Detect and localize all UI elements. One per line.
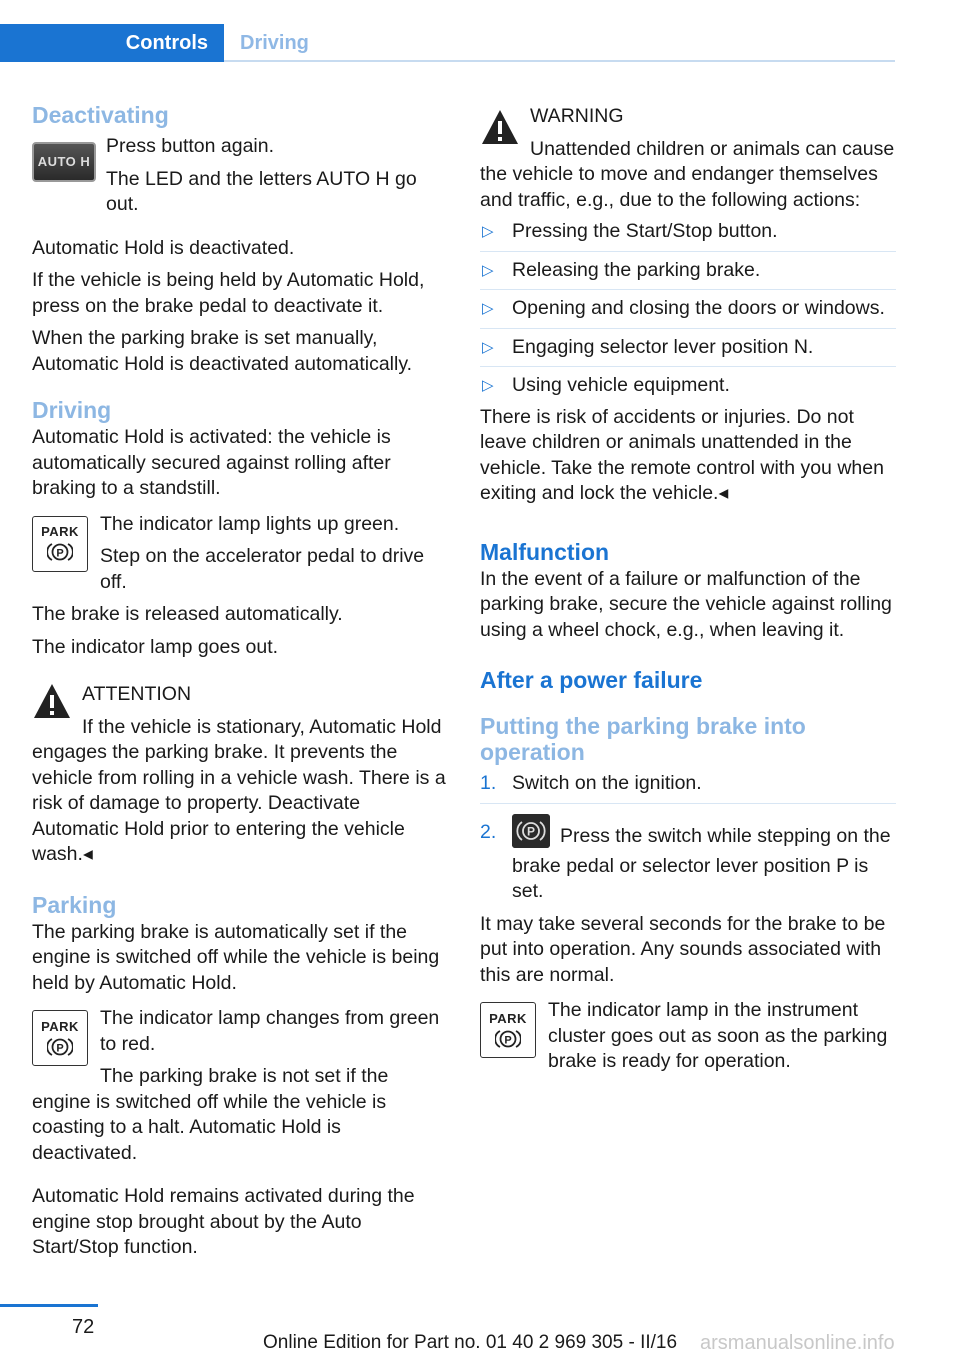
parking-lamp2: The parking brake is not set if the engine is switched off while the vehicle is coasting to a halt. Automatic Hold is deactivated. [32,1065,389,1164]
triangle-bullet-icon: ▷ [482,261,494,279]
autoh-button-icon: AUTO H [32,142,96,182]
parking-lamp1: The indicator lamp changes from green to red. [100,1007,440,1055]
attention-title: ATTENTION [82,683,192,705]
parking-lamp-block [32,1006,448,1166]
tab-driving[interactable]: Driving [240,31,309,54]
footer-rule [0,1304,98,1307]
watermark: arsmanualsonline.info [700,1332,895,1354]
heading-parking: Parking [32,891,117,918]
subheading-parking-brake-operation: Putting the parking brake into operation [480,713,806,765]
parking-brake-switch-icon [512,814,550,848]
tab-controls[interactable]: Controls [0,24,224,62]
warning-after: There is risk of accidents or injuries. Do not leave children or animals unattended in the vehicle. Take the remote control with you when exiting and lock the vehicle.◂ [480,405,884,504]
deactivating-p2: If the vehicle is being held by Automatic Hold, press on the brake pedal to deactivate it. [32,269,425,317]
warning-block [480,104,896,213]
deactivating-p3: When the parking brake is set manually, Automatic Hold is deactivated automatically. [32,327,413,375]
heading-driving: Driving [32,397,112,423]
autoh-block [32,134,448,218]
list-item: ▷ Opening and closing the doors or windows. [480,296,896,329]
deactivating-line2: The LED and the letters AUTO H go out. [106,167,417,215]
heading-power-failure: After a power failure [480,667,703,693]
edition-note: Online Edition for Part no. 01 40 2 969 305 - II/16 [263,1332,678,1353]
triangle-bullet-icon: ▷ [482,377,494,394]
driving-p1: Automatic Hold is activated: the vehicle is automatically secured against rolling after braking to a standstill. [32,426,391,499]
warning-title: WARNING [530,105,624,127]
park-lamp-icon: PARK P [480,1002,536,1058]
power-p1: It may take several seconds for the brake to be put into operation. Any sounds associated with this are normal. [480,912,886,986]
section-tabs [0,24,895,62]
driving-lamp-block [32,512,448,596]
power-lamp-text: The indicator lamp in the instrument cluster goes out as soon as the parking brake is ready for operation. [548,999,888,1072]
park-lamp-icon: PARK P [32,1010,88,1066]
svg-text:P: P [504,1034,512,1046]
right-column [480,100,896,1075]
list-item: ▷ Pressing the Start/Stop button. [480,219,896,252]
power-steps-list [480,771,896,905]
parking-p1: The parking brake is automatically set if the engine is switched off while the vehicle is being held by Automatic Hold. [32,920,440,994]
warning-triangle-icon [32,682,72,720]
svg-text:P: P [526,824,536,838]
list-item: ▷ Engaging selector lever position N. [480,335,896,368]
attention-text: If the vehicle is stationary, Automatic Hold engages the parking brake. It prevents the vehicle from rolling in a vehicle wash. There is a risk of damage to property. Deactivate Automatic Hold prior to entering the vehicle wash.◂ [32,715,446,865]
warning-actions-list [480,219,896,399]
heading-deactivating: Deactivating [32,102,169,128]
heading-malfunction: Malfunction [480,538,610,565]
page-number: 72 [72,1316,95,1338]
warning-triangle-icon [480,108,520,146]
driving-lamp1: The indicator lamp lights up green. [100,512,400,535]
malfunction-text: In the event of a failure or malfunction of the parking brake, secure the vehicle against rolling using a wheel chock, e.g., when leaving it. [480,567,892,641]
driving-p2: The brake is released automatically. [32,603,343,625]
deactivating-line1: Press button again. [106,135,275,157]
list-item: ▷ Using vehicle equipment. [480,373,896,399]
driving-p3: The indicator lamp goes out. [32,635,279,658]
svg-text:P: P [56,547,64,560]
deactivating-p1: Automatic Hold is deactivated. [32,236,295,259]
park-lamp-icon: PARK P [32,516,88,572]
left-column [32,100,448,1261]
triangle-bullet-icon: ▷ [482,300,494,317]
list-item: 1. Switch on the ignition. [480,771,896,804]
power-lamp-block [480,998,896,1075]
list-item: 2. P Press the switch while stepping on the brake pedal or selector lever position P is set. [480,810,896,905]
svg-text:P: P [56,1042,64,1054]
list-item: ▷ Releasing the parking brake. [480,258,896,291]
driving-lamp2: Step on the accelerator pedal to drive off. [100,545,425,593]
triangle-bullet-icon: ▷ [482,223,494,240]
attention-block [32,682,448,868]
warning-text: Unattended children or animals can cause the vehicle to move and endanger themselves and traffic, e.g., due to the following actions: [480,137,895,211]
parking-p2: Automatic Hold remains activated during the engine stop brought about by the Auto Start/Stop function. [32,1185,415,1258]
triangle-bullet-icon: ▷ [482,338,494,356]
